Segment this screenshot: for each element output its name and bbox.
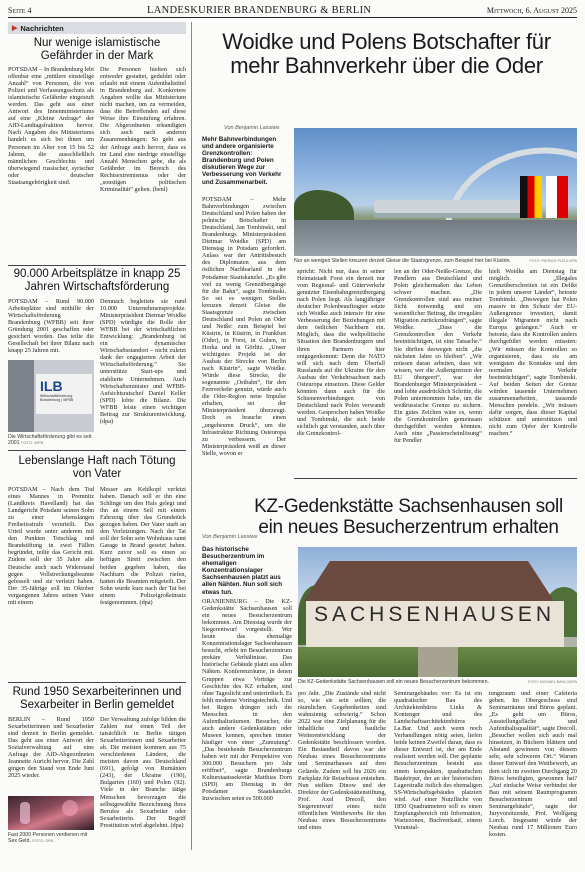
sachsenhausen-photo xyxy=(298,547,577,677)
article-body: len an der Oder-Neiße-Grenze, die Pendlern aus Deutschland und Polen gleichermaßen das Leben schwer machen. „Die Grenzkontrollen sind aus meiner Sicht notwendig und ein wesentlicher Beitrag, die irreguläre Migration zurückzudrängen“, sagte Woidke. „Dass die Grenzkontrollen den Verkehr beeinträchtigen, ist eine Tatsache.“ Sie dürften deswegen nicht „die nächsten Jahre so bleiben“. „Wir müssen daran arbeiten, dass wir wissen, wer die Außengrenzen der EU übergeert“, war der Brandenburger Ministerpräsident – und lobte ausdrücklich Schritte, die Polen unternommen habe, um die weißrussische Grenze zu sichern. Ein gutes Zeichen wäre es, wenn die Grenzkontrollen gemeinsam durchgeführt werden könnten. Auch eine „Passierscheinlösung“ für Pendler xyxy=(394,268,482,445)
divider xyxy=(8,265,186,266)
chevron-right-icon: ▶ xyxy=(12,25,18,32)
article-body: ORANIENBURG – Die KZ-Gedenkstätte Sachsenhausen soll ein neues Besucherzentrum bekommen. Am Dienstag wurde der Siegerentwurf vorgestellt. Wer heute das ehemalige Konzentrationslager Sachsenhausen besucht, erlebt im Besucherzentrum prekäre Verhältnisse. Das historische Gebäude platzt aus allen Nähten. Konferenzräume, in denen Gruppen etwa Vorträge zur Geschichte des KZ erhalten, sind ohne Tageslicht und unterirdisch. Es fehlt moderne Vortragstechnik. Und bei Regen drängen sich die Menschen in den Aufenthaltsräumen. Besucher, die auch andere Gedenkstätten oder Museen kennen, sprechen immer häufiger von einer „Zumutung“. „Das bestehende Besucherzentrum haben wir mit der Perspektive von 300.000 Besuchern pro Jahr eröffnet“, sagte Brandenburgs Kulturstaatssekretär Matthias Dorn (SPD) am Dienstag in der Potsdamer Staatskanzlei. Inzwischen seien es 500.000 xyxy=(202,598,292,803)
border-bridge-photo xyxy=(294,128,577,256)
byline: Von Benjamin Lassiwe xyxy=(224,125,280,131)
article-body: spricht: Nicht nur, dass in seiner Heimatstadt Forst ein derzeit nur vom Regional- und Güterverkehr genutzter Eisenbahngrenzübergang nach Polen liegt. Als langjähriger deutscher Polenbeauftragter setzte sich Woidke auch intensiv für eine Verbesserung der Beziehungen mit dem östlichen Nachbarn ein. Möglich, dass die weltpolitische Situation den Brandenburgern und ihren Partnern hier entgegenkommt: Denn die NATO will sich nach dem Überfall Russlands auf die Ukraine für den Ausbau der Verkehrsachsen nach Osteuropa einsetzen. Diese Gelder könnten dann auch für die Schienenverbindungen von Deutschland nach Polen verwandt werden. Gesprochen haben Woidke und Tombinski, die sich beide sichtlich gut verstanden, auch über die Grenzkontrol- xyxy=(297,268,385,438)
kicker-label: Nachrichten xyxy=(20,23,64,33)
train-icon xyxy=(374,200,524,218)
divider xyxy=(8,682,186,683)
roof xyxy=(304,561,554,601)
column-divider xyxy=(191,22,192,850)
article-title: Lebenslange Haft nach Tötung von Vater xyxy=(18,455,176,480)
ilb-logo-icon xyxy=(36,374,92,414)
article-body: hielt Woidke am Dienstag für möglich. „Illegales Grenzüberschreiten ist ein Delikt in jedem unserer Länder“, betonte Tombinski. „Deswegen hat Polen massiv in den Schutz der EU-Außengrenze investiert, damit illegale Migranten nicht nach Europa gelangen.“ Auch er betonte, dass die Kontrollen anders durchgeführt werden müssten: „Wir müssen die Kontrollen so organisieren, dass sie am wenigsten die Kontakte und den normalen Verkehr beeinträchtigen“, sagte Tombinski. Auf beiden Seiten der Grenze würden tausende Unternehmen zusammenarbeiten, tausende Menschen pendeln. „Wir müssen dafür sorgen, dass dieser Kapital schützen und unterstützen und nicht zum Opfer der Kontrolle machen.“ xyxy=(489,268,577,438)
article-body: POTSDAM – In Brandenburg lebt offenbar eine „mittlere einstellige Anzahl“ von Personen, die von Polizei und Verfassungsschutz als islamistische Gefährder eingestuft werden. Das geht aus einer Antwort des Innenministeriums auf eine „Kleine Anfrage“ der AfD-Landtagsfraktion hervor. Nach Angaben des Ministeriums handelt es sich bei ihnen um Personen im Alter von 15 bis 52 Jahren, die ausschließlich männlichen Geschlechts und überwiegend russischer, syrischer oder deutscher Staatsangehörigkeit sind. xyxy=(8,66,94,186)
article-body: POTSDAM – Nach dem Tod eines Mannes in Premnitz (Landkreis Havelland) hat das Landgericht Potsdam seinen Sohn zu einer lebenslangen Freiheitsstrafe verurteilt. Das Urteil wurde unter anderem mit den Punkten Totschlag und Brandstiftung in zwei Fällen begründet, teilte das Gericht mit. Zudem soll der 35 Jahre alte Deutsche auch nach Widerstand gegen Vollstreckungsbeamte gefesselt und sie verletzt haben. Der 35-Jährige soll im Oktober vergangenen Jahres seinen Vater mit einem xyxy=(8,486,94,606)
article-title: Nur wenige islamistische Gefährder in der Mark xyxy=(33,37,161,62)
article-title: 90.000 Arbeitsplätze in knapp 25 Jahren Wirtschaftsförderung xyxy=(13,268,181,293)
main-headline: KZ-Gedenkstätte Sachsenhausen soll ein neues Besucherzentrum erhalten xyxy=(254,496,563,538)
path xyxy=(418,647,458,677)
german-flag-icon xyxy=(520,176,542,218)
polish-flag-icon xyxy=(546,176,568,218)
wfbb-logo-photo xyxy=(8,360,94,432)
divider xyxy=(294,478,577,479)
article-lead: Das historische Besucherzentrum im ehemaligen Konzentrationslager Sachsenhausen platzt aus allen Nähten. Nun soll sich etwas tun. xyxy=(202,546,283,596)
masthead: LANDESKURIER BRANDENBURG & BERLIN xyxy=(147,5,372,16)
logo-subtext: Wirtschaftsförderung Brandenburg | WFBB xyxy=(40,394,74,402)
byline: Von Benjamin Lassiwe xyxy=(202,534,258,540)
sidebar-kicker xyxy=(8,22,186,34)
article-title: Rund 1950 Sexarbeiterinnen und Sexarbeiter in Berlin gemeldet xyxy=(12,686,182,711)
photo-caption: Fast 2000 Personen verdienen mit Sex Geld. FOTO: DPA xyxy=(8,832,88,844)
neon-light-icon xyxy=(20,802,30,824)
photo-caption: Die Wirtschaftsförderung gibt es seit 2001 FOTO: WFB xyxy=(8,434,92,446)
article-body: POTSDAM – Mehr Bahnverbindungen zwischen Deutschland und Polen haben der polnische Botschafter in Deutschland, Jan Tombinski, und Brandenburgs Ministerpräsident Dietmar Woidke (SPD) am Dienstag in Potsdam gefordert. Anlass war der Antrittsbesuch des Diplomaten aus dem östlichen Nachbarland in der Potsdamer Staatskanzlei. „Es gibt viel zu wenig Grenzübergänge für die Bahn“, sagte Tombinski. So sei es wenigen Stellen kreuzen derzeit Gleise die Staatsgrenze zwischen Deutschland und Polen an Oder und Neiße: zum Beispiel bei Küstrin, in Küstrin, in Frankfurt (Oder), in Forst, in Guben, in Horka und in Görlitz. „Unser wichtigstes Projekt ist der Ausbau der Strecke von Berlin nach Küstrin“, sagte Woidke. Würde diese Strecke, die sogenannte „Ostbahn“, für den Fernverkehr genutzt, würde auch die Oder-Region neue Impulse erhalten, sei der Ministerpräsident überzeugt. Doch es brauche einen „ungeheuren Druck“, um die Infrastruktur Richtung Osteuropa zu verbessern. Der Ministerpräsident weiß an dieser Stelle, wovon er xyxy=(202,196,286,457)
article-lead: Mehr Bahnverbindungen und andere organisierte Grenzkontrollen: Brandenburg und Polen diskutieren Wege zur Verbesserung von Verkehr und Zusammenarbeit. xyxy=(202,136,282,186)
page-header xyxy=(8,4,577,18)
photo-caption: Die KZ-Gedenkstätte Sachsenhausen soll ein neues Besucherzentrum bekommen. FOTO: MICHAEL BAHLO/DPA xyxy=(298,679,577,685)
article-body: Messer am Kehlkopf verletzt haben. Danach soll er ihn eine Schlinge um den Hals gelegt und ihn an einem Seil mit einem Fahrzeug über das Grundstück gezogen haben. Der Vater starb an den Verletzungen. Nach der Tat soll der Sohn sein Wohnhaus samt Garage in Brand gesetzt haben. Kurz zuvor soll es einen so heftigen Streit zwischen den beiden gegeben haben, das Nachbarn die Polizei riefen, hatten die Beamten mitgeteilt. Der Sohn wurde kurz nach der Tat bei einem Polizeigroßeinsatz festgenommen. (dpa) xyxy=(100,486,186,606)
divider xyxy=(8,450,186,451)
article-body: BERLIN – Rund 1950 Sexarbeiterinnen und Sexarbeiter sind derzeit in Berlin gemeldet. Das geht aus einer Antwort der Sozialverwaltung auf eine Anfrage der AfD-Abgeordneten Jeannette Auricht hervor. Die Zahl gingen den Stand von Ende Juni 2025 wieder. xyxy=(8,716,94,780)
article-body: Seminargebäudes vor: Es ist ein quadratischer Bau des Architektenbüros Links & Kontenger und des Landschaftsarchitektenbüros La.Bar. Und auch wenn noch Verhandlungen nötig seien, liefen beide keinen Zweifel daran, dass es dieser Entwurf ist, der am Ende realisiert werden soll. Der geplante Besucherzentrum besteht aus einem kompakten, quadratischen Baukörper, der an der historischen Lagerstraße östlich des ehemaligen SS-Wirtschaftsgebäudes platziert wird. Auf einer Nutzfläche von 1850 Quadratmetern soll es einen Empfangsbereich mit Information, Wartezonen, Buchverkauf, einem Veranstal- xyxy=(394,690,482,831)
article-body: tungsraum und einer Cafeteria geben. Im Obergeschoss sind Seminarräume und Büros geplant. „Es geht um Büros, Ausstellungsfläche und Aufenthaltsqualität“, sagte Drecoll. „Besucher wollen sich auch mal hinsetzen, in Büchern blättern und Abstand gewinnen von diesem sehr, sehr schweren Ort.“ Warum dieser Entwurf den Wettbewerb, an dem sich im zweiten Durchgang 20 Büros beteiligten, gewonnen hat? „Auf einfache Weise verbindet der Bau mit seinem Raumprogramm Besucherzentrum und Seminargebäude“, sagte der Juryvorsitzende, Prof. Wolfgang Lorch. Insgesamt würde der Neubau rund 17 Millionen Euro kosten. xyxy=(489,690,577,838)
main-headline: Woidke und Polens Botschafter für mehr Bahnverkehr über die Oder xyxy=(222,29,551,78)
article-body: Demnach begleitete sie rund 10.000 Unternehmensprojekte. Ministerpräsident Dietmar Woidke (SPD) würdigte die Rolle der WFBB bei der wirtschaftlichen Entwicklung: „Brandenburg ist ein dynamischer Wirtschaftsstandort – nicht zuletzt dank der engagierten Arbeit der Wirtschaftsförderung.“ Sie unterstütze Start-ups und etablierte Unternehmen. Auch Wirtschaftsminister und WFBB-Aufsichtsratschef Daniel Keller (SPD) lobte die Bilanz. Die WFBB leiste einen wichtigen Beitrag zur Strukturentwicklung. (dpa) xyxy=(100,298,186,425)
page-label: Seite 4 xyxy=(8,6,32,15)
article-body: POTSDAM – Rund 90.000 Arbeitsplätze sind mithilfe der Wirtschaftsförderung Brandenburg (WFBB) seit ihrer Gründung 2001 geschaffen oder gesichert worden. Das teilte die Gesellschaft bei ihrer Bilanz nach knapp 25 Jahren mit. xyxy=(8,298,94,355)
sex-work-photo xyxy=(8,796,94,830)
bridge-deck xyxy=(294,220,577,256)
photo-caption: Nur an wenigen Stellen kreuzen derzeit Gleise die Staatsgrenze, zum Beispiel hier bei Küstrin. FOTO: PATRICK PLEUL/DPA xyxy=(294,258,577,264)
neon-light-icon xyxy=(62,800,78,816)
article-body: pro Jahr. „Die Zustände sind nicht so, wie sie sein sollten, die räumlichen Gegebenheiten sind wahnsinnig schwierig.“ Schon 2022 war eine Zielplanung für die inhaltliche und bauliche Weiterentwicklung der Gedenkstätte beschlossen worden. Ein Bestandteil davon war der Neubau eines Besucherzentrums und Seminarhauses auf dem Gelände. Zudem soll bis 2026 ein Parkplatz für Reisebusse entstehen. Nun stellten Dinow und der Direktor der Gedenkstättenstiftung, Prof. Axel Drecoll, den Siegerentwurf eines nicht öffentlichen Wettbewerbs für den Neubau eines Besucherzentrums und eines xyxy=(298,690,386,831)
building-sign: SACHSENHAUSEN xyxy=(314,603,556,626)
issue-date: Mittwoch, 6. August 2025 xyxy=(486,6,577,15)
article-body: Die Personen hielten sich entweder gestattet, geduldet oder erlaubt mit einem Aufenthaltstitel in Brandenburg auf. Konkretere Angaben wollte das Ministerium nicht machen, um zu vermeiden, dass die Betreffenden auf diese Weise ihre Einstufung erfahren. Die Abgeordneten erkundigten sich auch nach anderen Zusammenhängen: So geht aus der Anfrage auch hervor, dass es im Land eine niedrige einstellige Anzahl Menschen gebe, die als Gefährder im Bereich des Rechtsextremismus oder der „sonstigen politischen Kriminalität“ gelten. (benl) xyxy=(100,66,186,193)
logo-text: ILB xyxy=(40,378,63,394)
article-body: Der Verwaltung zufolge bilden die Zahlen nur einen Teil der tatsächlich in Berlin tätigen Sexarbeiterinnen und Sexarbeiter ab. Die meisten kommen aus 75 verschiedenen Ländern, die meisten davon aus Deutschland (691), gefolgt von Rumänien (243), der Ukraine (190), Bulgarien (160) und Polen (92). Viele in der Branche tätige Menschen bevorzugen die selbstgewählte Bezeichnung ihres Berufes als Sexarbeiter oder Sexarbeiterin. Der Begriff Prostitution wird abgelehnt. (dpa) xyxy=(100,716,186,829)
